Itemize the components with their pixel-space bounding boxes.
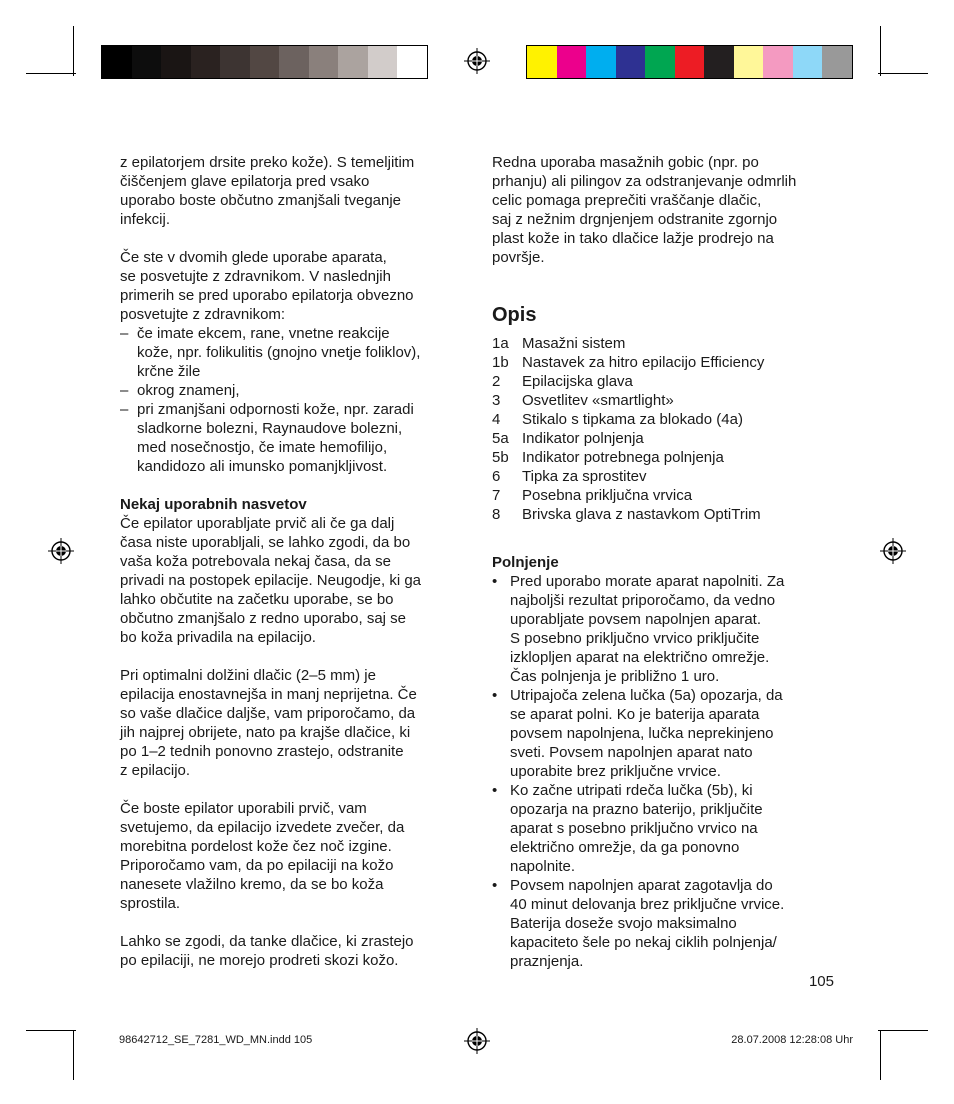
color-swatch: [161, 46, 191, 78]
item-label: Stikalo s tipkama za blokado (4a): [522, 411, 743, 428]
list-item-text: pri zmanjšani odpornosti kože, npr. zaradi sladkorne bolezni, Raynaudove bolezni, med nosečnostjo, če imate hemofilijo, kandidozo ali imunsko pomanjkljivost.: [137, 401, 414, 475]
charging-heading: Polnjenje: [492, 554, 559, 571]
text-line: Če ste v dvomih glede uporabe aparata,: [120, 249, 387, 266]
item-number: 5b: [492, 449, 509, 466]
description-item: [492, 353, 837, 372]
item-label: Masažni sistem: [522, 335, 626, 352]
crop-mark: [880, 26, 881, 76]
bullet-text: Pred uporabo morate aparat napolniti. Za najboljši rezultat priporočamo, da vedno uporabljate povsem napolnjen aparat. S posebno priključno vrvico priključite izklopljen aparat na električno omrežje. Čas polnjenja je približno 1 uro.: [510, 573, 785, 685]
list-item: [120, 324, 465, 381]
bullet-marker: •: [492, 877, 498, 894]
paragraph: Lahko se zgodi, da tanke dlačice, ki zrastejo po epilaciji, ne morejo prodreti skozi kožo.: [120, 933, 414, 969]
description-item: [492, 486, 837, 505]
description-item: [492, 505, 837, 524]
color-swatch: [279, 46, 309, 78]
item-number: 5a: [492, 430, 509, 447]
color-swatch: [250, 46, 280, 78]
item-number: 1b: [492, 354, 509, 371]
crop-mark: [878, 73, 928, 74]
description-item: [492, 429, 837, 448]
item-number: 8: [492, 506, 501, 523]
list-item-text: okrog znamenj,: [137, 382, 240, 399]
footer-file-info: 98642712_SE_7281_WD_MN.indd 105: [119, 1034, 313, 1046]
text-line: infekcij.: [120, 211, 171, 228]
color-swatch: [616, 46, 646, 78]
bullet-text: Ko začne utripati rdeča lučka (5b), ki opozarja na prazno baterijo, priključite aparat s posebno priključno vrvico na električno omrežje, da ga ponovno napolnite.: [510, 782, 763, 875]
list-item: [120, 400, 465, 476]
color-swatch: [338, 46, 368, 78]
dash-marker: –: [120, 401, 129, 418]
charging-bullet-list: [492, 572, 837, 971]
paragraph: Če boste epilator uporabili prvič, vam svetujemo, da epilacijo izvedete zvečer, da morebitna pordelost kože čez noč izgine. Priporočamo vam, da po epilaciji na kožo nanesete vlažilno kremo, da se bo koža sprostila.: [120, 800, 405, 912]
paragraph: [120, 153, 465, 229]
item-label: Posebna priključna vrvica: [522, 487, 693, 504]
item-number: 4: [492, 411, 501, 428]
bullet-item: [492, 876, 837, 971]
text-line: z epilatorjem drsite preko kože). S temeljitim: [120, 154, 415, 171]
text-line: primerih se pred uporabo epilatorja obvezno: [120, 287, 414, 304]
paragraph: Če epilator uporabljate prvič ali če ga dalj časa niste uporabljali, se lahko zgodi, da bo vaša koža potrebovala nekaj časa, da se privadi na postopek epilacije. Neugodje, ki ga lahko občutite na začetku uporabe, se bo občutno zmanjšalo z redno uporabo, saj se bo koža privadila na epilacijo.: [120, 515, 422, 646]
page-number: 105: [808, 973, 834, 990]
text-line: uporabo boste občutno zmanjšali tveganje: [120, 192, 402, 209]
bullet-item: [492, 781, 837, 876]
description-item: [492, 448, 837, 467]
description-item: [492, 372, 837, 391]
crop-mark: [26, 73, 76, 74]
crop-mark: [880, 1030, 881, 1080]
left-column: [120, 153, 465, 970]
bullet-text: Povsem napolnjen aparat zagotavlja do 40 minut delovanja brez priključne vrvice. Baterija doseže svojo maksimalno kapaciteto šele po nekaj ciklih polnjenja/ praznjenja.: [510, 877, 785, 970]
registration-mark-icon: [48, 538, 74, 564]
grayscale-color-bar: [101, 45, 428, 79]
item-label: Indikator polnjenja: [522, 430, 644, 447]
paragraph: Redna uporaba masažnih gobic (npr. po prhanju) ali pilingov za odstranjevanje odmrlih celic pomaga preprečiti vraščanje dlačic, saj z nežnim drgnjenjem odstranite zgornjo plast kože in tako dlačice lažje prodrejo na površje.: [492, 154, 797, 266]
color-swatch: [675, 46, 705, 78]
item-label: Brivska glava z nastavkom OptiTrim: [522, 506, 761, 523]
opis-title: Opis: [492, 304, 537, 326]
crop-mark: [26, 1030, 76, 1031]
bullet-marker: •: [492, 782, 498, 799]
color-swatch: [704, 46, 734, 78]
color-swatch: [734, 46, 764, 78]
color-swatch: [793, 46, 823, 78]
item-number: 1a: [492, 335, 509, 352]
item-label: Tipka za sprostitev: [522, 468, 647, 485]
color-swatch: [132, 46, 162, 78]
color-swatch: [645, 46, 675, 78]
item-label: Indikator potrebnega polnjenja: [522, 449, 724, 466]
item-label: Osvetlitev «smartlight»: [522, 392, 674, 409]
description-item: [492, 467, 837, 486]
color-swatch: [309, 46, 339, 78]
crop-mark: [73, 1030, 74, 1080]
bullet-marker: •: [492, 687, 498, 704]
description-item: [492, 391, 837, 410]
color-swatch: [586, 46, 616, 78]
text-line: posvetujte z zdravnikom:: [120, 306, 286, 323]
description-item: [492, 334, 837, 353]
color-swatch: [822, 46, 852, 78]
color-swatch: [220, 46, 250, 78]
item-number: 6: [492, 468, 501, 485]
color-swatch: [527, 46, 557, 78]
dash-marker: –: [120, 325, 129, 342]
list-item-text: če imate ekcem, rane, vnetne reakcije kože, npr. folikulitis (gnojno vnetje foliklov), krčne žile: [137, 325, 421, 380]
paragraph: [120, 248, 465, 324]
section-heading: Nekaj uporabnih nasvetov: [120, 496, 307, 513]
crop-mark: [73, 26, 74, 76]
item-label: Epilacijska glava: [522, 373, 633, 390]
color-swatch: [102, 46, 132, 78]
crop-mark: [878, 1030, 928, 1031]
list-item: [120, 381, 465, 400]
registration-mark-icon: [880, 538, 906, 564]
dash-marker: –: [120, 382, 129, 399]
description-item: [492, 410, 837, 429]
paragraph: Pri optimalni dolžini dlačic (2–5 mm) je epilacija enostavnejša in manj neprijetna. Če so vaše dlačice daljše, vam priporočamo, da jih najprej obrijete, nato pa krajše dlačice, ki po 1–2 tednih ponovno zrastejo, odstranite z epilacijo.: [120, 667, 417, 779]
color-swatch: [557, 46, 587, 78]
bullet-marker: •: [492, 573, 498, 590]
right-column: [492, 153, 837, 971]
bullet-item: [492, 572, 837, 686]
item-number: 7: [492, 487, 501, 504]
item-number: 2: [492, 373, 501, 390]
item-number: 3: [492, 392, 501, 409]
footer-timestamp: 28.07.2008 12:28:08 Uhr: [731, 1034, 853, 1046]
text-line: čiščenjem glave epilatorja pred vsako: [120, 173, 370, 190]
item-label: Nastavek za hitro epilacijo Efficiency: [522, 354, 765, 371]
color-swatch: [397, 46, 427, 78]
bullet-text: Utripajoča zelena lučka (5a) opozarja, da se aparat polni. Ko je baterija aparata povsem napolnjena, lučka neprekinjeno sveti. Povsem napolnjen aparat nato uporabite brez priključne vrvice.: [510, 687, 783, 780]
description-list: [492, 334, 837, 524]
color-swatch: [191, 46, 221, 78]
color-swatch: [368, 46, 398, 78]
process-color-bar: [526, 45, 853, 79]
bullet-item: [492, 686, 837, 781]
registration-mark-icon: [464, 48, 490, 74]
text-line: se posvetujte z zdravnikom. V naslednjih: [120, 268, 391, 285]
registration-mark-icon: [464, 1028, 490, 1054]
color-swatch: [763, 46, 793, 78]
